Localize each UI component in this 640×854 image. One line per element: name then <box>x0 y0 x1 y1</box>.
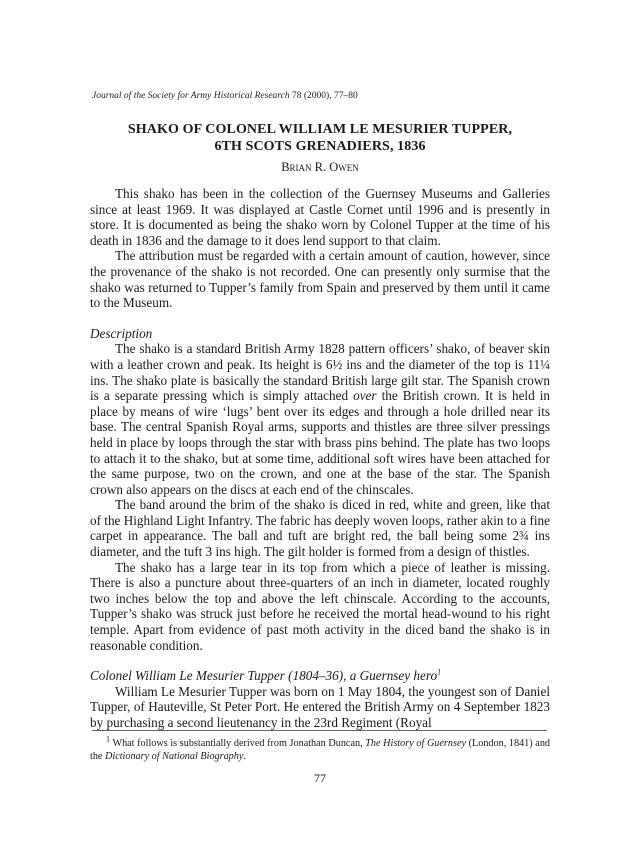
paragraph: William Le Mesurier Tupper was born on 1 May 1804, the youngest son of Daniel Tupper, of Hauteville, St Peter Port. He entered the British Army on 4 September 1823 by purchasing a second lieutenancy in the 23rd Regiment (Royal <box>90 683 550 730</box>
text-run: . <box>243 751 246 762</box>
page-number: 77 <box>314 771 326 785</box>
journal-name: Journal of the Society for Army Historical Research <box>92 91 290 101</box>
text-run: The shako is a standard British Army 1828 pattern officers’ shako, of beaver skin with a leather crown and peak. Its height is 6½ ins and the diameter of the top is 11¼ ins. The shako plate is basically the standard British large gilt star. The Spanish crown is a separate pressing which is simply attached <box>90 341 550 404</box>
footnote-text <box>90 734 551 763</box>
footnote-number: 1 <box>106 734 110 744</box>
paragraph <box>90 341 550 497</box>
paragraph: The shako has a large tear in its top from which a piece of leather is missing. There is also a puncture about three-quarters of an inch in diameter, located roughly two inches below the top and above the left chinscale. According to the accounts, Tupper’s shako was struck just before he received the mortal head-wound to his right temple. Apart from evidence of past moth activity in the diced band the shako is in reasonable condition. <box>90 559 550 653</box>
book-title: Dictionary of National Biography <box>105 751 244 762</box>
paragraph: The attribution must be regarded with a certain amount of caution, however, since the provenance of the shako is not recorded. One can presently only surmise that the shako was returned to Tupper’s family from Spain and preserved by them until it came to the Museum. <box>90 248 550 311</box>
footnote-divider <box>92 730 547 731</box>
section-heading: Description <box>90 325 153 341</box>
author-name: Brian R. Owen <box>281 160 359 174</box>
paragraph: This shako has been in the collection of the Guernsey Museums and Galleries since at least 1969. It was displayed at Castle Cornet until 1996 and is presently in store. It is documented as being the shako worn by Colonel Tupper at the time of his death in 1836 and the damage to it does lend support to that claim. <box>90 186 550 248</box>
text-run: (London, 1841) and the <box>90 738 551 762</box>
journal-citation <box>92 91 358 101</box>
paragraph: The band around the brim of the shako is diced in red, white and green, like that of the Highland Light Infantry. The fabric has deeply woven loops, rather akin to a fine carpet in appearance. The ball and tuft are bright red, the ball being some 2¾ ins diameter, and the tuft 3 ins high. The gilt holder is formed from a design of thistles. <box>90 497 550 560</box>
text-run: the British crown. It is held in place by means of wire ‘lugs’ bent over its edges and through a hole drilled near its base. The central Spanish Royal arms, supports and thistles are three silver pressings held in place by loops through the star with brass pins behind. The plate has two loops to attach it to the shako, but at some time, additional soft wires have been attached for the same purpose, two on the crown, and one at the base of the star. The Spanish crown also appears on the discs at each end of the chinscales. <box>90 388 550 497</box>
journal-volume-pages: 78 (2000), 77–80 <box>289 91 358 101</box>
text-run: What follows is substantially derived from Jonathan Duncan, <box>110 738 366 749</box>
footnote-reference[interactable]: 1 <box>437 667 442 677</box>
emphasis: over <box>353 388 377 404</box>
article-body <box>90 186 550 731</box>
article-title <box>0 121 640 155</box>
section-heading-text: Colonel William Le Mesurier Tupper (1804–36), a Guernsey hero <box>90 668 438 684</box>
article-title-line-2: 6TH SCOTS GRENADIERS, 1836 <box>214 139 426 154</box>
footnote <box>90 734 551 763</box>
article-title-line-1: SHAKO OF COLONEL WILLIAM LE MESURIER TUPPER, <box>127 122 513 137</box>
book-title: The History of Guernsey <box>365 738 466 749</box>
section-heading <box>90 668 550 684</box>
